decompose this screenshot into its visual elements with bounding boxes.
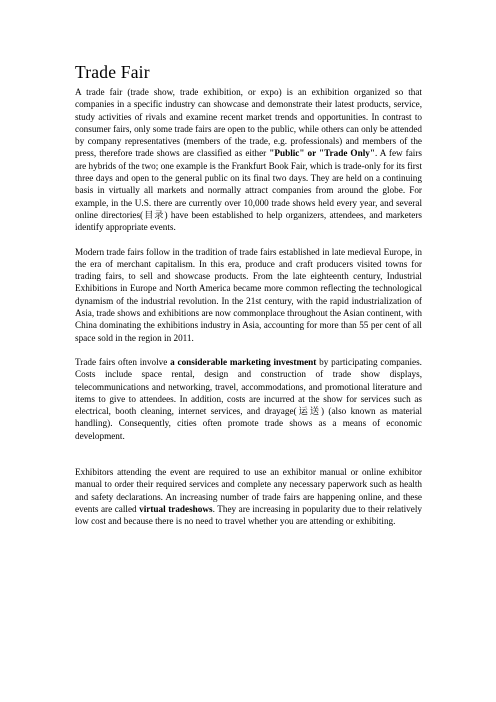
paragraph-1-text-c: . A few fairs are hybrids of the two; one example is the Frankfurt Book Fair, which is trade-only for its first three days and open to the general public on its final two days. They are held on a continuing basis in virtually all markets and normally attract companies from around the globe. For example, in the U.S. there are currently over 10,000 trade shows held every year, and several online directories(目录) have been established to help organizers, attendees, and marketers identify appropriate events. bbox=[75, 148, 422, 233]
paragraph-4-bold-term: virtual tradeshows bbox=[139, 503, 213, 514]
paragraph-4-text-a: Exhibitors attending the event are required to use an exhibitor manual or online exhibitor manual to order their required services and complete any necessary paperwork such as health and safety declarations. An increasing number of trade fairs are happening online, and these events are called bbox=[75, 467, 422, 514]
paragraph-2: Modern trade fairs follow in the tradition of trade fairs established in late medieval Europe, in the era of merchant capitalism. In this era, produce and craft producers visited towns for trading fairs, to sell and showcase products. From the late eighteenth century, Industrial Exhibitions in Europe and North America became more common reflecting the technological dynamism of the industrial revolution. In the 21st century, with the rapid industrialization of Asia, trade shows and exhibitions are now commonplace throughout the Asian continent, with China dominating the exhibitions industry in Asia, accounting for more than 55 per cent of all space sold in the region in 2011. bbox=[75, 246, 422, 343]
document-title: Trade Fair bbox=[75, 62, 150, 82]
paragraph-3-bold-term: a considerable marketing investment bbox=[170, 356, 317, 367]
paragraph-1-bold-term: "Public" or "Trade Only" bbox=[269, 148, 375, 159]
paragraph-3-text-c: by participating companies. Costs include space rental, design and construction of trade show displays, telecommunications and networking, travel, accommodations, and promotional literature and items to give to attendees. In addition, costs are incurred at the show for services such as electrical, booth cleaning, internet services, and drayage(运送) (also known as material handling). Consequently, cities often promote trade shows as a means of economic development. bbox=[75, 356, 422, 441]
paragraph-3-text-a: Trade fairs often involve bbox=[75, 356, 171, 367]
paragraph-4-text-c: . They are increasing in popularity due to their relatively low cost and because there is no need to travel whether you are attending or exhibiting. bbox=[75, 503, 423, 527]
paragraph-1-text-a: A trade fair (trade show, trade exhibition, or expo) is an exhibition organized so that companies in a specific industry can showcase and demonstrate their latest products, service, study activities of rivals and examine recent market trends and opportunities. In contrast to consumer fairs, only some trade fairs are open to the public, while others can only be attended by company representatives (members of the trade, e.g. professionals) and members of the press, therefore trade shows are classified as either bbox=[75, 87, 422, 159]
document-page bbox=[75, 62, 422, 528]
paragraph-4 bbox=[75, 466, 422, 527]
paragraph-1 bbox=[75, 86, 422, 234]
paragraph-3 bbox=[75, 356, 422, 442]
